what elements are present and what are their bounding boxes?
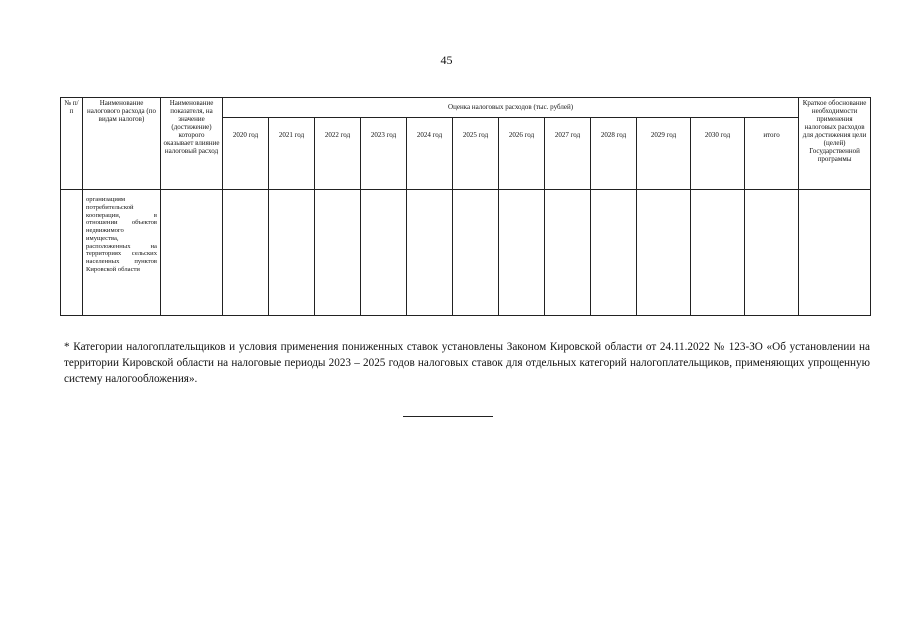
header-expense-name: Наименование налогового расхода (по видам налогов) [83, 98, 161, 190]
cell-value [637, 190, 691, 316]
end-divider [403, 416, 493, 417]
header-year: 2020 год [223, 118, 269, 190]
cell-value [315, 190, 361, 316]
cell-value [453, 190, 499, 316]
header-justification: Краткое обоснование необходимости применения налоговых расходов для достижения цели (целей) Государственной программы [799, 98, 871, 190]
cell-expense-name: организациям потребительской кооперации, в отношении объектов недвижимого имущества, расположенных на территориях сельских населенных пунктов Кировской области [83, 190, 161, 316]
cell-value [223, 190, 269, 316]
header-year: 2021 год [269, 118, 315, 190]
cell-justification [799, 190, 871, 316]
cell-indicator [161, 190, 223, 316]
header-number: № п/п [61, 98, 83, 190]
cell-value [269, 190, 315, 316]
header-year: 2024 год [407, 118, 453, 190]
cell-value [499, 190, 545, 316]
page-number: 45 [440, 53, 453, 67]
header-total: итого [745, 118, 799, 190]
header-year: 2027 год [545, 118, 591, 190]
cell-value [545, 190, 591, 316]
cell-total [745, 190, 799, 316]
cell-value [407, 190, 453, 316]
cell-value [591, 190, 637, 316]
cell-value [691, 190, 745, 316]
header-year: 2026 год [499, 118, 545, 190]
header-year: 2025 год [453, 118, 499, 190]
cell-value [361, 190, 407, 316]
header-year: 2030 год [691, 118, 745, 190]
tax-expenses-table [60, 97, 871, 316]
cell-number [61, 190, 83, 316]
table-row [61, 190, 871, 316]
header-year: 2028 год [591, 118, 637, 190]
header-estimate: Оценка налоговых расходов (тыс. рублей) [223, 98, 799, 118]
header-year: 2029 год [637, 118, 691, 190]
header-indicator: Наименование показателя, на значение (достижение) которого оказывает влияние налоговый расход [161, 98, 223, 190]
header-year: 2023 год [361, 118, 407, 190]
header-year: 2022 год [315, 118, 361, 190]
footnote: * Категории налогоплательщиков и условия применения пониженных ставок установлены Законом Кировской области от 24.11.2022 № 123-ЗО «Об установлении на территории Кировской области на налоговые периоды 2023 – 2025 годов налоговых ставок для отдельных категорий налогоплательщиков, применяющих упрощенную систему налогообложения». [64, 341, 870, 385]
header-row-top [61, 98, 871, 118]
